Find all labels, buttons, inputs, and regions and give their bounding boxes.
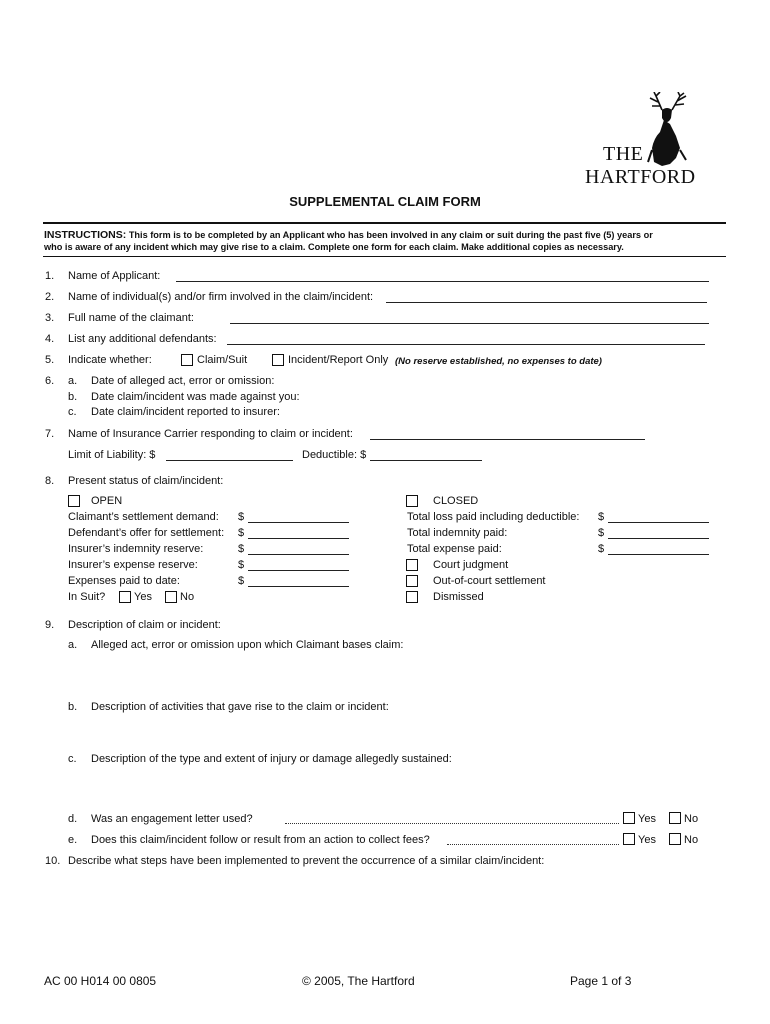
instructions-divider <box>43 256 726 257</box>
court-judgment-label: Court judgment <box>433 559 509 571</box>
collect-fees-no-checkbox[interactable] <box>669 833 681 845</box>
in-suit-label: In Suit? <box>68 591 106 603</box>
q10-number: 10. <box>45 855 61 867</box>
q2-number: 2. <box>45 291 55 303</box>
q8-number: 8. <box>45 475 55 487</box>
open-row-dollar: $ <box>238 543 245 555</box>
q3-number: 3. <box>45 312 55 324</box>
q6b-letter: b. <box>68 391 78 403</box>
q7-label: Name of Insurance Carrier responding to claim or incident: <box>68 428 353 440</box>
q4-number: 4. <box>45 333 55 345</box>
q6b-label: Date claim/incident was made against you: <box>91 391 300 403</box>
total-loss-paid-field[interactable] <box>608 512 709 523</box>
q6c-letter: c. <box>68 406 77 418</box>
q1-number: 1. <box>45 270 55 282</box>
incident-report-checkbox[interactable] <box>272 354 284 366</box>
closed-checkbox[interactable] <box>406 495 418 507</box>
open-label: OPEN <box>91 495 123 507</box>
open-row-label: Insurer’s expense reserve: <box>68 559 198 571</box>
open-row-dollar: $ <box>238 511 245 523</box>
collect-fees-no-label: No <box>684 834 699 846</box>
open-row-label: Defendant’s offer for settlement: <box>68 527 225 539</box>
instructions-label: INSTRUCTIONS: <box>44 229 127 241</box>
q9e-label: Does this claim/incident follow or result from an action to collect fees? <box>91 834 430 846</box>
q9b-label: Description of activities that gave rise to the claim or incident: <box>91 701 389 713</box>
page-title: SUPPLEMENTAL CLAIM FORM <box>289 194 481 209</box>
q2-label: Name of individual(s) and/or firm involved in the claim/incident: <box>68 291 374 303</box>
open-row-dollar: $ <box>238 575 245 587</box>
claim-suit-checkbox[interactable] <box>181 354 193 366</box>
q4-label: List any additional defendants: <box>68 333 217 345</box>
closed-row-dollar: $ <box>598 543 605 555</box>
in-suit-yes-label: Yes <box>134 591 152 603</box>
engagement-letter-no-checkbox[interactable] <box>669 812 681 824</box>
top-divider <box>43 222 726 224</box>
dismissed-checkbox[interactable] <box>406 591 418 603</box>
q8-label: Present status of claim/incident: <box>68 475 224 487</box>
collect-fees-yes-checkbox[interactable] <box>623 833 635 845</box>
total-indemnity-paid-field[interactable] <box>608 528 709 539</box>
engagement-letter-no-label: No <box>684 813 699 825</box>
settlement-demand-field[interactable] <box>248 512 349 523</box>
claim-suit-label: Claim/Suit <box>197 354 248 366</box>
q5-label: Indicate whether: <box>68 354 152 366</box>
closed-label: CLOSED <box>433 495 479 507</box>
q9a-letter: a. <box>68 639 78 651</box>
engagement-letter-yes-checkbox[interactable] <box>623 812 635 824</box>
court-judgment-checkbox[interactable] <box>406 559 418 571</box>
in-suit-no-label: No <box>180 591 195 603</box>
q9c-letter: c. <box>68 753 77 765</box>
stag-icon <box>640 92 700 172</box>
q9-label: Description of claim or incident: <box>68 619 221 631</box>
copyright: © 2005, The Hartford <box>302 974 415 988</box>
limit-of-liability-field[interactable] <box>166 450 293 461</box>
closed-row-dollar: $ <box>598 511 605 523</box>
open-checkbox[interactable] <box>68 495 80 507</box>
settlement-offer-field[interactable] <box>248 528 349 539</box>
deductible-label: Deductible: $ <box>302 449 367 461</box>
page-number: Page 1 of 3 <box>570 974 632 988</box>
insurance-carrier-field[interactable] <box>370 429 645 440</box>
q6a-letter: a. <box>68 375 78 387</box>
dismissed-label: Dismissed <box>433 591 484 603</box>
applicant-name-field[interactable] <box>176 271 709 282</box>
q9d-leader <box>285 822 619 824</box>
open-row-label: Expenses paid to date: <box>68 575 180 587</box>
q6-number: 6. <box>45 375 55 387</box>
logo-line2: HARTFORD <box>585 166 696 188</box>
individuals-field[interactable] <box>386 292 707 303</box>
incident-report-note: (No reserve established, no expenses to date) <box>395 356 602 367</box>
instructions-line1: This form is to be completed by an Applicant who has been involved in any claim or suit during the past five (5) years or <box>128 230 653 240</box>
instructions <box>44 229 734 253</box>
expenses-paid-field[interactable] <box>248 576 349 587</box>
out-of-court-checkbox[interactable] <box>406 575 418 587</box>
total-expense-paid-field[interactable] <box>608 544 709 555</box>
out-of-court-label: Out-of-court settlement <box>433 575 546 587</box>
open-row-label: Insurer’s indemnity reserve: <box>68 543 204 555</box>
in-suit-no-checkbox[interactable] <box>165 591 177 603</box>
logo-line1: THE <box>603 143 644 165</box>
q10-label: Describe what steps have been implemented to prevent the occurrence of a similar claim/incident: <box>68 855 545 867</box>
logo <box>585 92 695 192</box>
claimant-name-field[interactable] <box>230 313 709 324</box>
closed-row-dollar: $ <box>598 527 605 539</box>
q9b-letter: b. <box>68 701 78 713</box>
closed-row-label: Total expense paid: <box>407 543 502 555</box>
closed-row-label: Total indemnity paid: <box>407 527 508 539</box>
q9e-letter: e. <box>68 834 78 846</box>
incident-report-label: Incident/Report Only <box>288 354 389 366</box>
limit-label: Limit of Liability: $ <box>68 449 156 461</box>
q1-label: Name of Applicant: <box>68 270 161 282</box>
open-row-label: Claimant’s settlement demand: <box>68 511 219 523</box>
indemnity-reserve-field[interactable] <box>248 544 349 555</box>
closed-row-label: Total loss paid including deductible: <box>407 511 580 523</box>
instructions-line2: who is aware of any incident which may give rise to a claim. Complete one form for each claim. Make additional copies as necessary. <box>44 242 624 252</box>
q9d-label: Was an engagement letter used? <box>91 813 253 825</box>
collect-fees-yes-label: Yes <box>638 834 656 846</box>
expense-reserve-field[interactable] <box>248 560 349 571</box>
q6a-label: Date of alleged act, error or omission: <box>91 375 275 387</box>
q9-number: 9. <box>45 619 55 631</box>
q9e-leader <box>447 843 619 845</box>
q9a-label: Alleged act, error or omission upon which Claimant bases claim: <box>91 639 404 651</box>
q3-label: Full name of the claimant: <box>68 312 194 324</box>
in-suit-yes-checkbox[interactable] <box>119 591 131 603</box>
form-number: AC 00 H014 00 0805 <box>44 974 157 988</box>
q9c-label: Description of the type and extent of injury or damage allegedly sustained: <box>91 753 452 765</box>
q9d-letter: d. <box>68 813 78 825</box>
q5-number: 5. <box>45 354 55 366</box>
engagement-letter-yes-label: Yes <box>638 813 656 825</box>
deductible-field[interactable] <box>370 450 482 461</box>
open-row-dollar: $ <box>238 527 245 539</box>
q7-number: 7. <box>45 428 55 440</box>
defendants-field[interactable] <box>227 334 705 345</box>
open-row-dollar: $ <box>238 559 245 571</box>
q6c-label: Date claim/incident reported to insurer: <box>91 406 280 418</box>
